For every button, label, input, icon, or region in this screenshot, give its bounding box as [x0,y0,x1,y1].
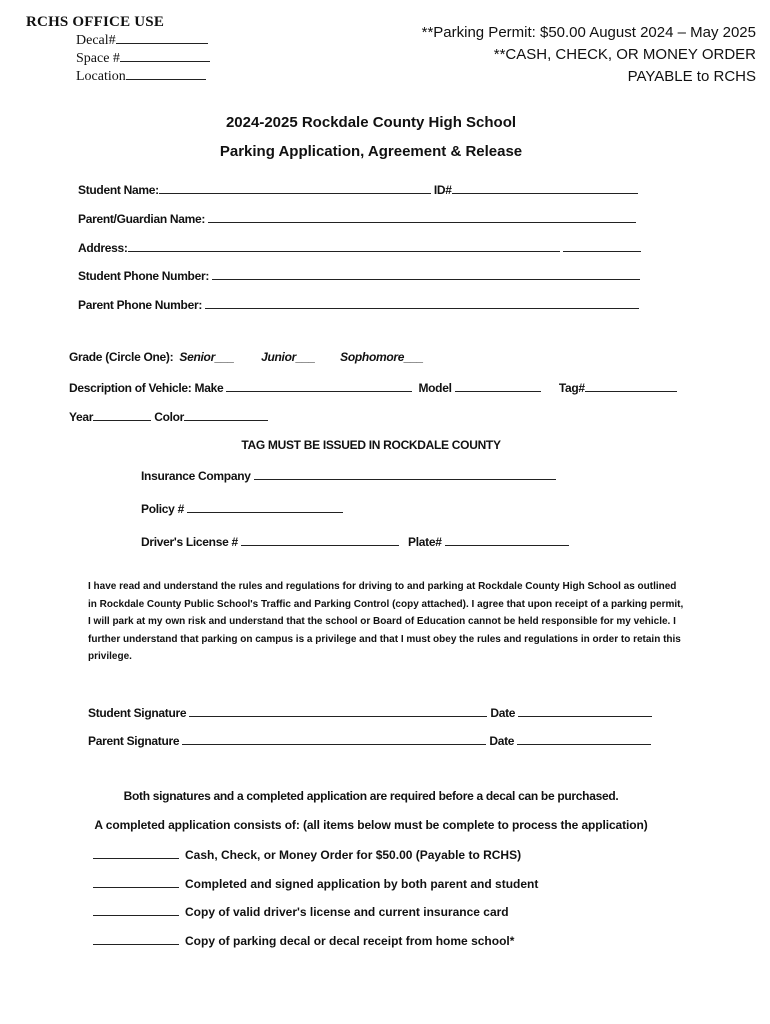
policy-field[interactable] [187,500,343,513]
policy-row [141,500,343,516]
space-line [26,49,210,67]
permit-payable: PAYABLE to RCHS [627,68,756,85]
id-field[interactable] [452,181,638,194]
plate-label: Plate# [408,535,442,549]
permit-price: **Parking Permit: $50.00 August 2024 – May 2025 [421,24,756,41]
requirement-check-field[interactable] [93,875,179,888]
student-name-field[interactable] [159,181,431,194]
parent-date-label: Date [489,734,515,748]
license-field[interactable] [241,533,399,546]
vehicle-model-label: Model [418,381,452,395]
requirement-item-label: Copy of valid driver's license and current insurance card [185,905,509,919]
location-label: Location [76,69,126,84]
location-line [26,67,210,85]
space-label: Space # [76,51,120,66]
student-signature-label: Student Signature [88,706,187,720]
page-subtitle: Parking Application, Agreement & Release [219,143,523,160]
requirement-item [93,875,538,891]
policy-label: Policy # [141,502,184,516]
parent-name-label: Parent/Guardian Name: [78,212,206,226]
decal-label: Decal# [76,33,116,48]
id-label: ID# [433,183,452,197]
parent-signature-field[interactable] [182,732,486,745]
requirement-item [93,903,509,919]
office-use-block [26,14,210,85]
parent-phone-label: Parent Phone Number: [78,298,203,312]
decal-field[interactable] [116,31,208,44]
office-use-title: RCHS OFFICE USE [26,14,165,30]
grade-label: Grade (Circle One): [69,350,174,364]
requirement-check-field[interactable] [93,846,179,859]
vehicle-year-field[interactable] [93,408,151,421]
student-date-field[interactable] [518,704,652,717]
vehicle-make-label: Description of Vehicle: Make [69,381,224,395]
permit-payment: **CASH, CHECK, OR MONEY ORDER [493,46,756,63]
vehicle-tag-field[interactable] [585,379,677,392]
vehicle-year-label: Year [69,410,94,424]
vehicle-tag-label: Tag# [558,381,585,395]
license-label: Driver's License # [141,535,238,549]
grade-option-senior[interactable]: Senior___ [179,350,235,364]
address-row [78,239,641,255]
requirement-item-label: Cash, Check, or Money Order for $50.00 (Payable to RCHS) [185,848,522,862]
requirements-intro: A completed application consists of: (all items below must be complete to process the application) [94,818,648,832]
location-field[interactable] [126,67,206,80]
grade-option-junior[interactable]: Junior___ [261,350,316,364]
student-phone-row [78,267,640,283]
agreement-text: I have read and understand the rules and regulations for driving to and parking at Rockdale County High School as outlined in Rockdale County Public School's Traffic and Parking Control (copy attached). I agree that upon receipt of a parking permit, I will park at my own risk and understand that the school or Board of Education cannot be held responsible for my vehicle. I further understand that parking on campus is a privilege and that I must obey the rules and regulations in order to retain this privilege. [88,581,684,662]
requirement-item [93,846,521,862]
student-date-label: Date [490,706,516,720]
decal-line [26,31,210,49]
vehicle-year-color-row [69,408,268,424]
parent-phone-field[interactable] [205,296,639,309]
requirement-item-label: Copy of parking decal or decal receipt from home school* [185,934,515,948]
vehicle-color-label: Color [154,410,185,424]
student-signature-row [88,704,652,720]
insurance-company-row [141,467,556,483]
vehicle-model-field[interactable] [455,379,541,392]
tag-notice: TAG MUST BE ISSUED IN ROCKDALE COUNTY [241,438,501,452]
vehicle-make-field[interactable] [226,379,412,392]
student-phone-field[interactable] [212,267,640,280]
requirements-note: Both signatures and a completed application are required before a decal can be purchased. [123,789,619,803]
plate-field[interactable] [445,533,569,546]
parent-phone-row [78,296,639,312]
space-field[interactable] [120,49,210,62]
parent-signature-row [88,732,651,748]
student-name-label: Student Name: [78,183,159,197]
student-name-row [78,181,638,197]
license-row [141,533,569,549]
grade-option-sophomore[interactable]: Sophomore___ [340,350,424,364]
requirement-item [93,932,514,948]
insurance-company-field[interactable] [254,467,556,480]
vehicle-color-field[interactable] [184,408,268,421]
student-phone-label: Student Phone Number: [78,269,210,283]
requirement-check-field[interactable] [93,932,179,945]
address-zip-field[interactable] [563,239,641,252]
requirement-check-field[interactable] [93,903,179,916]
address-label: Address: [78,241,128,255]
permit-info [422,22,756,88]
page-title: 2024-2025 Rockdale County High School [225,114,517,131]
parent-name-row [78,210,636,226]
vehicle-row [69,379,677,395]
insurance-company-label: Insurance Company [141,469,251,483]
student-signature-field[interactable] [189,704,487,717]
address-field[interactable] [128,239,560,252]
parent-date-field[interactable] [517,732,651,745]
parent-name-field[interactable] [208,210,636,223]
grade-row [69,350,423,364]
parent-signature-label: Parent Signature [88,734,180,748]
requirement-item-label: Completed and signed application by both parent and student [185,877,539,891]
